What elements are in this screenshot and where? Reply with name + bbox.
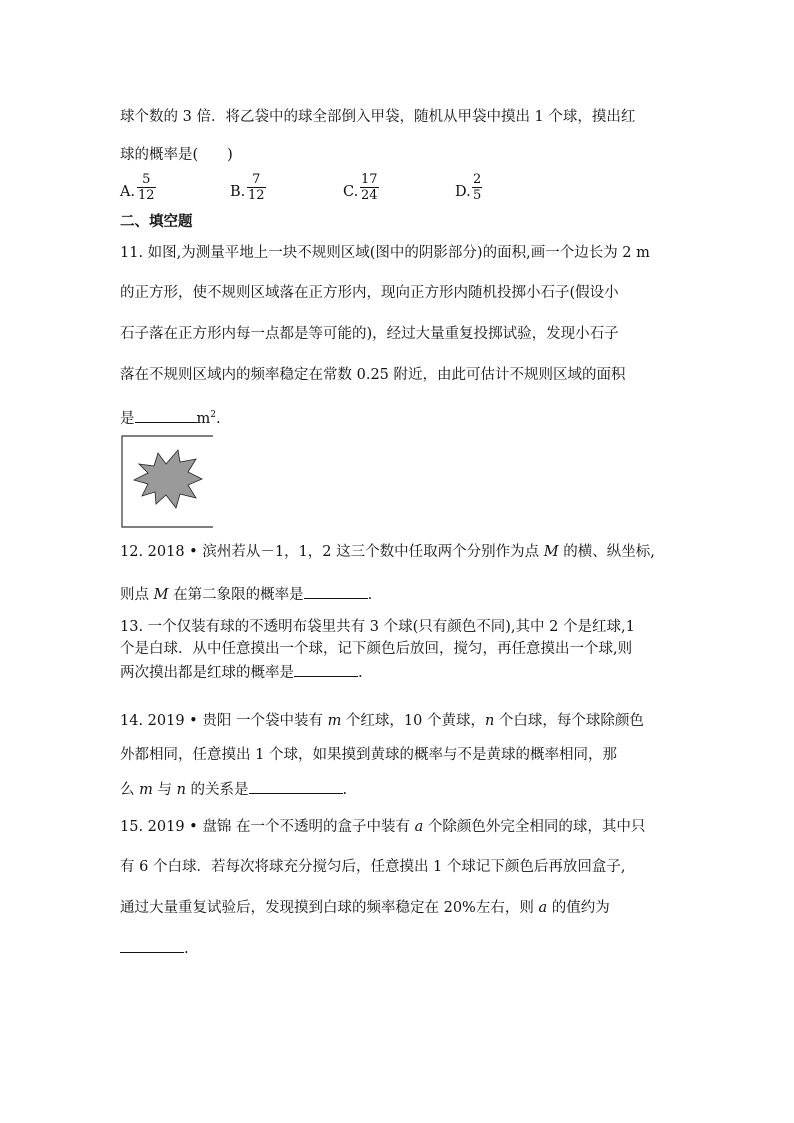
q14-line1 <box>120 712 644 730</box>
q14-line2: 外都相同，任意摸出 1 个球，如果摸到黄球的概率与不是黄球的概率相同，那 <box>120 747 617 763</box>
q12-line2 <box>120 584 372 604</box>
variable-m: m <box>139 782 153 798</box>
q12-text: 的横、纵坐标, <box>558 544 655 560</box>
q15-end: . <box>184 941 189 957</box>
answer-blank[interactable] <box>304 584 368 599</box>
q13-line1: 13. 一个仅装有球的不透明布袋里共有 3 个球(只有颜色不同),其中 2 个是红球,1 <box>120 619 635 635</box>
point-m: M <box>543 544 559 560</box>
q14-text: 个白球，每个球除颜色 <box>494 713 644 729</box>
variable-n: n <box>484 713 495 729</box>
q15-text: 个除颜色外完全相同的球，其中只 <box>423 819 646 835</box>
q14-text: 么 <box>120 782 140 798</box>
fraction-numerator: 17 <box>361 172 378 187</box>
answer-blank[interactable] <box>294 662 358 677</box>
variable-m: m <box>327 713 342 729</box>
fraction-numerator: 2 <box>473 172 482 187</box>
q14-text: 的关系是 <box>185 782 249 798</box>
q10-line2: 球的概率是( ) <box>120 147 233 163</box>
option-label: B. <box>230 184 246 200</box>
fraction-numerator: 7 <box>252 172 261 187</box>
variable-a: a <box>414 819 424 835</box>
q12-text: 在第二象限的概率是 <box>168 587 304 603</box>
q15-line4 <box>120 938 189 958</box>
answer-blank[interactable] <box>135 408 197 423</box>
fraction-denominator: 12 <box>138 188 155 203</box>
unit-superscript: 2 <box>210 410 216 420</box>
q11-line5 <box>120 406 221 428</box>
q15-text: 的值约为 <box>547 900 610 916</box>
option-fraction <box>137 172 156 203</box>
q15-text: 通过大量重复试验后，发现摸到白球的频率稳定在 20%左右，则 <box>120 900 539 916</box>
q14-line3 <box>120 779 347 799</box>
variable-n: n <box>176 782 186 798</box>
q13-end: . <box>358 665 363 681</box>
option-label: D. <box>455 184 471 200</box>
fraction-denominator: 24 <box>361 188 378 203</box>
q13-line3 <box>120 662 363 682</box>
section-heading: 二、填空题 <box>120 214 193 230</box>
q14-text: 14. 2019 • 贵阳 一个袋中装有 <box>120 713 328 729</box>
q13-text: 两次摸出都是红球的概率是 <box>120 665 294 681</box>
q13-line2: 个是白球．从中任意摸出一个球，记下颜色后放回，搅匀，再任意摸出一个球,则 <box>120 641 633 657</box>
point-m: M <box>153 587 169 603</box>
q10-line1: 球个数的 3 倍．将乙袋中的球全部倒入甲袋，随机从甲袋中摸出 1 个球，摸出红 <box>120 109 636 125</box>
q14-text: 与 <box>152 782 177 798</box>
option-label: A. <box>120 184 136 200</box>
q11-line4: 落在不规则区域内的频率稳定在常数 0.25 附近，由此可估计不规则区域的面积 <box>120 367 626 383</box>
q11-line1: 11. 如图,为测量平地上一块不规则区域(图中的阴影部分)的面积,画一个边长为 2 m <box>120 245 650 261</box>
answer-blank[interactable] <box>120 938 184 953</box>
irregular-shaded-region <box>134 450 202 508</box>
q12-text: 12. 2018 • 滨州若从－1，1，2 这三个数中任取两个分别作为点 <box>120 544 544 560</box>
answer-blank[interactable] <box>249 779 343 794</box>
option-label: C. <box>343 184 359 200</box>
q14-text: 个红球，10 个黄球， <box>341 713 485 729</box>
square-figure <box>118 432 218 532</box>
q14-end: . <box>342 782 348 798</box>
q12-line1 <box>120 543 655 561</box>
option-fraction <box>472 172 482 203</box>
q11-end: . <box>215 410 221 427</box>
fraction-denominator: 12 <box>248 188 265 203</box>
q15-line2: 有 6 个白球．若每次将球充分搅匀后，任意摸出 1 个球记下颜色后再放回盒子, <box>120 859 626 875</box>
q15-line3 <box>120 899 610 917</box>
option-fraction <box>360 172 379 203</box>
option-fraction <box>247 172 266 203</box>
fraction-numerator: 5 <box>142 172 151 187</box>
q11-line3: 石子落在正方形内每一点都是等可能的)，经过大量重复投掷试验，发现小石子 <box>120 326 619 342</box>
variable-a: a <box>538 900 548 916</box>
q15-line1 <box>120 818 645 836</box>
q15-text: 15. 2019 • 盘锦 在一个不透明的盒子中装有 <box>120 819 415 835</box>
fraction-denominator: 5 <box>473 188 482 203</box>
q12-end: . <box>367 587 373 603</box>
q12-text: 则点 <box>120 587 154 603</box>
unit-label: m <box>196 410 211 427</box>
q11-line2: 的正方形，使不规则区域落在正方形内，现向正方形内随机投掷小石子(假设小 <box>120 285 619 301</box>
q11-prefix: 是 <box>120 410 135 427</box>
